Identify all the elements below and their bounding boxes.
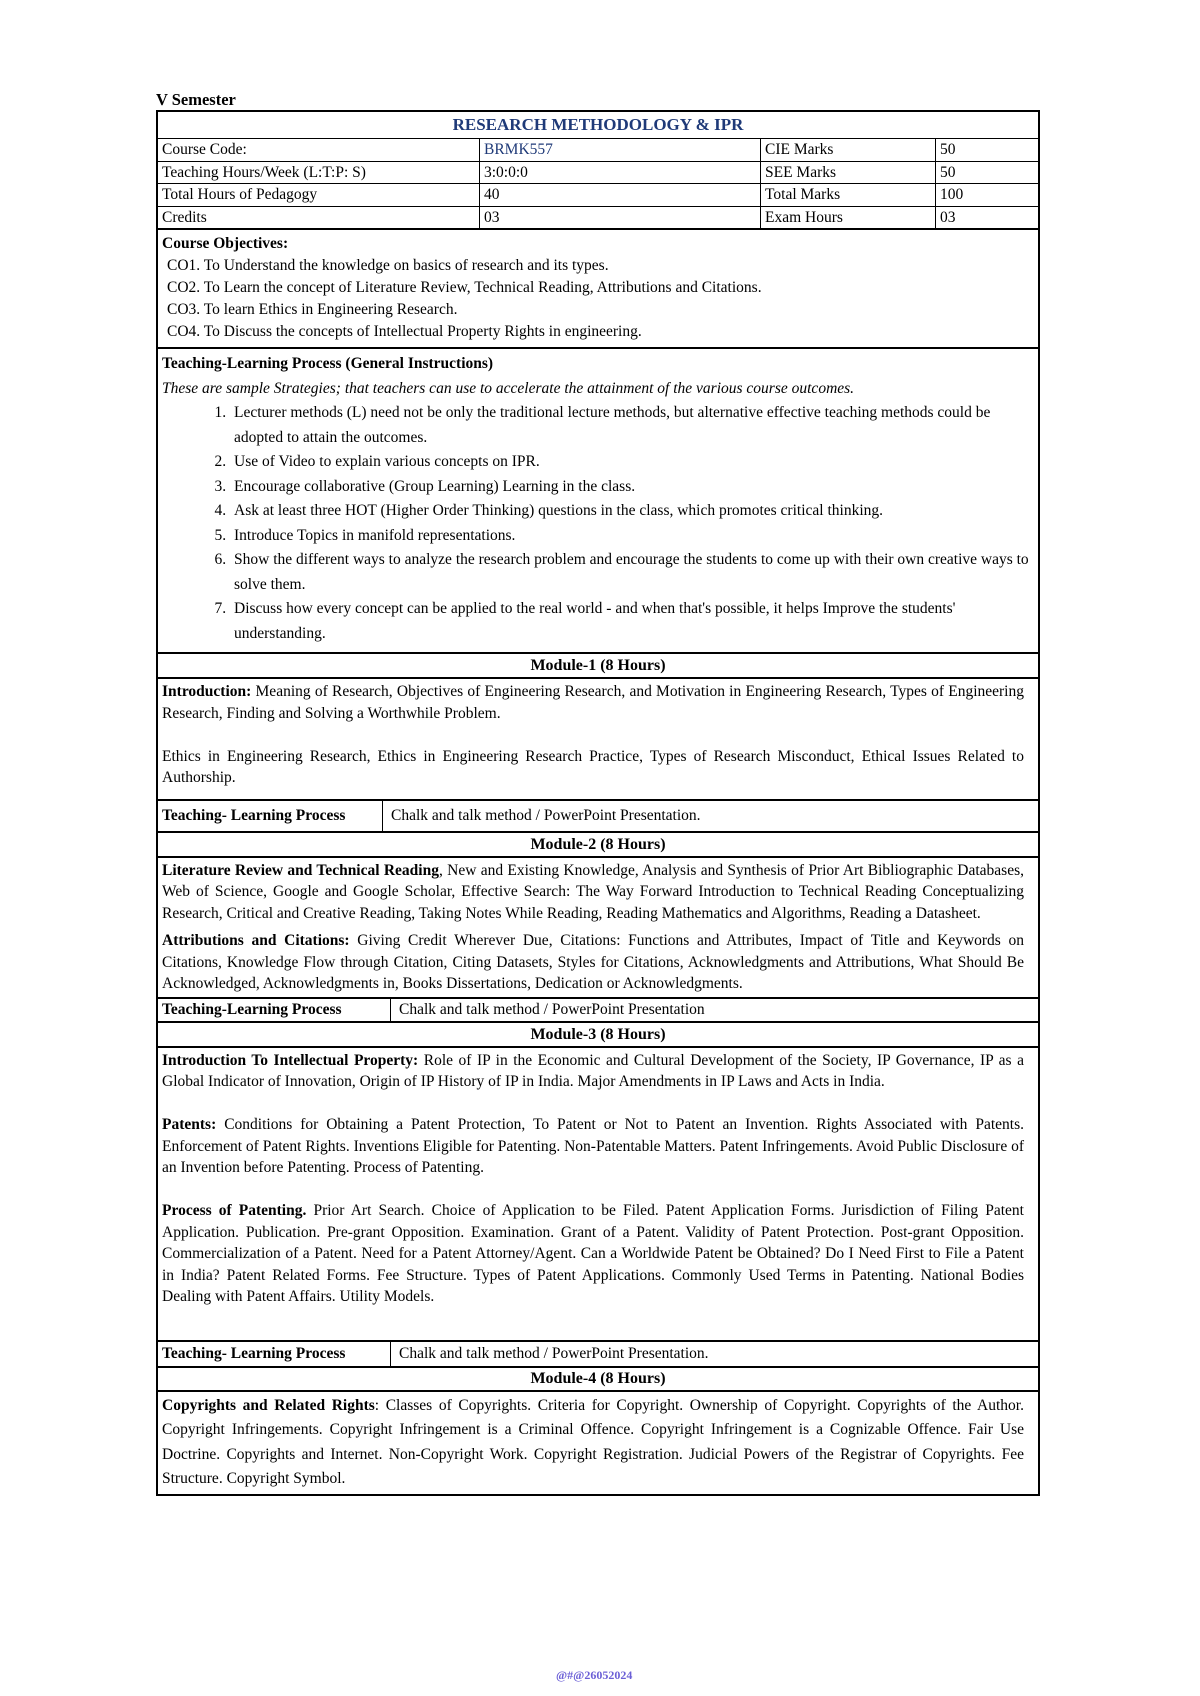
module-2-text-2: Giving Credit Wherever Due, Citations: Functions and Attributes, Impact of Title and Keywords on Citations, Knowledge Flow through Citation, Citing Datasets, Styles for Citations, Acknowledgments and Attributions, What Should Be Acknowledged, Acknowledgments in, Books Dissertations, Dedication or Acknowledgments. — [162, 932, 1025, 992]
module-2-content — [158, 856, 1038, 997]
module-2-topic: Literature Review and Technical Reading — [162, 861, 439, 879]
module-3-para — [162, 1050, 1024, 1093]
tl-label: Teaching- Learning Process — [158, 801, 383, 831]
info-row-total-hours — [158, 183, 1038, 206]
info-value: 3:0:0:0 — [479, 162, 760, 184]
module-2-tl-row — [158, 997, 1038, 1021]
info-row-teaching-hours — [158, 161, 1038, 184]
tlp-intro: These are sample Strategies; that teachers can use to accelerate the attainment of the various course outcomes. — [162, 379, 855, 397]
info-label: Total Marks — [760, 184, 935, 206]
module-3-content — [158, 1046, 1038, 1340]
info-row-credits — [158, 206, 1038, 229]
info-value: 03 — [935, 207, 1038, 229]
module-1-tl-row — [158, 799, 1038, 831]
tl-value: Chalk and talk method / PowerPoint Presentation — [399, 1000, 705, 1018]
info-row-course-code — [158, 138, 1038, 161]
info-label: Course Code: — [162, 141, 247, 158]
module-4-para — [162, 1394, 1024, 1492]
tlp-item: 7. Discuss how every concept can be applied to the real world - and when that's possible, it helps Improve the students' understanding. — [230, 597, 1034, 646]
course-title: RESEARCH METHODOLOGY & IPR — [452, 115, 744, 134]
info-value: 50 — [935, 139, 1038, 161]
tlp-item: 5. Introduce Topics in manifold representations. — [230, 524, 1034, 549]
info-value: 40 — [479, 184, 760, 206]
tlp-list — [162, 401, 1034, 646]
objective-item: CO1. To Understand the knowledge on basics of research and its types. — [167, 257, 609, 274]
module-4-content — [158, 1390, 1038, 1494]
module-1-para — [162, 681, 1024, 724]
module-2-para — [162, 860, 1024, 925]
module-2-para-2 — [162, 930, 1024, 995]
tl-label: Teaching-Learning Process — [158, 999, 391, 1021]
module-3-para-2 — [162, 1114, 1024, 1179]
module-1-topic: Introduction: — [162, 683, 252, 700]
module-3-text-3: Prior Art Search. Choice of Application to be Filed. Patent Application Forms. Jurisdiction of Filing Patent Application. Publication. Pre-grant Opposition. Examination. Grant of a Patent. Validity of Patent Protection. Post-grant Opposition. Commercialization of a Patent. Need for a Patent Attorney/Agent. Can a Worldwide Patent be Obtained? Do I Need First to File a Patent in India? Patent Related Forms. Fee Structure. Types of Patent Applications. Commonly Used Terms in Patenting. National Bodies Dealing with Patent Affairs. Utility Models. — [162, 1202, 1024, 1305]
teaching-learning-section — [158, 347, 1038, 652]
module-1-content — [158, 677, 1038, 799]
info-label: Teaching Hours/Week (L:T:P: S) — [162, 163, 366, 181]
course-info-section — [158, 112, 1038, 228]
module-2-heading: Module-2 (8 Hours) — [158, 831, 1038, 856]
course-objectives-section — [158, 228, 1038, 347]
info-label: Total Hours of Pedagogy — [162, 186, 318, 203]
module-2-text: , New and Existing Knowledge, Analysis and Synthesis of Prior Art Bibliographic Databases, Web of Science, Google and Google Scholar, Effective Search: The Way Forward Introduction to Technical Reading Conceptualizing Research, Critical and Creative Reading, Taking Notes While Reading, Reading Mathematics and Algorithms, Reading a Datasheet. — [162, 861, 1024, 922]
module-3-text: Role of IP in the Economic and Cultural Development of the Society, IP Governance, IP as a Global Indicator of Innovation, Origin of IP History of IP in India. Major Amendments in IP Laws and Acts in India. — [162, 1051, 1024, 1090]
objective-item: CO3. To learn Ethics in Engineering Research. — [167, 301, 458, 318]
objective-item: CO4. To Discuss the concepts of Intellectual Property Rights in engineering. — [167, 323, 642, 340]
module-3-para-3 — [162, 1200, 1024, 1308]
tlp-item: 4. Ask at least three HOT (Higher Order Thinking) questions in the class, which promotes critical thinking. — [230, 499, 1034, 524]
module-3-topic: Introduction To Intellectual Property: — [162, 1051, 419, 1069]
tlp-item: 1. Lecturer methods (L) need not be only the traditional lecture methods, but alternative effective teaching methods could be adopted to attain the outcomes. — [230, 401, 1034, 450]
module-4-topic: Copyrights and Related Rights — [162, 1396, 375, 1414]
tl-value: Chalk and talk method / PowerPoint Presentation. — [399, 1344, 709, 1362]
info-label: CIE Marks — [760, 139, 935, 161]
module-3-topic-2: Patents: — [162, 1116, 217, 1133]
info-value: 03 — [479, 207, 760, 229]
tlp-item: 6. Show the different ways to analyze the research problem and encourage the students to come up with their own creative ways to solve them. — [230, 548, 1034, 597]
semester-label: V Semester — [156, 90, 236, 109]
module-3-topic-3: Process of Patenting. — [162, 1202, 307, 1219]
course-code-value: BRMK557 — [479, 139, 760, 161]
tl-value: Chalk and talk method / PowerPoint Presentation. — [391, 806, 701, 824]
watermark: @#@26052024 — [556, 1668, 633, 1682]
info-value: 50 — [935, 162, 1038, 184]
module-2-topic-2: Attributions and Citations: — [162, 932, 350, 949]
tlp-heading: Teaching-Learning Process (General Instructions) — [162, 355, 494, 372]
module-3-text-2: Conditions for Obtaining a Patent Protection, To Patent or Not to Patent an Invention. Rights Associated with Patents. Enforcement of Patent Rights. Inventions Eligible for Patenting. Non-Patentable Matters. Patent Infringements. Avoid Public Disclosure of an Invention before Patenting. Process of Patenting. — [162, 1116, 1024, 1176]
syllabus-table — [156, 110, 1040, 1496]
syllabus-page — [156, 90, 1040, 1496]
module-3-heading: Module-3 (8 Hours) — [158, 1021, 1038, 1046]
info-label: Exam Hours — [760, 207, 935, 229]
module-1-text: Meaning of Research, Objectives of Engineering Research, and Motivation in Engineering Research, Types of Engineering Research, Finding and Solving a Worthwhile Problem. — [162, 683, 1024, 722]
objectives-heading: Course Objectives: — [162, 235, 289, 252]
info-value: 100 — [935, 184, 1038, 206]
module-4-text: : Classes of Copyrights. Criteria for Copyright. Ownership of Copyright. Copyrights of the Author. Copyright Infringements. Copyright Infringement is a Criminal Offence. Copyright Infringement is a Cognizable Offence. Fair Use Doctrine. Copyrights and Internet. Non-Copyright Work. Copyright Registration. Judicial Powers of the Registrar of Copyrights. Fee Structure. Copyright Symbol. — [162, 1396, 1024, 1487]
module-4-heading: Module-4 (8 Hours) — [158, 1366, 1038, 1390]
info-label: Credits — [162, 208, 207, 226]
module-1-heading: Module-1 (8 Hours) — [158, 652, 1038, 677]
module-1-para-2: Ethics in Engineering Research, Ethics in Engineering Research Practice, Types of Research Misconduct, Ethical Issues Related to Authorship. — [162, 747, 1024, 786]
tl-label: Teaching- Learning Process — [158, 1342, 391, 1366]
module-3-tl-row — [158, 1340, 1038, 1366]
objective-item: CO2. To Learn the concept of Literature Review, Technical Reading, Attributions and Citations. — [167, 279, 762, 296]
tlp-item: 2. Use of Video to explain various concepts on IPR. — [230, 450, 1034, 475]
tlp-item: 3. Encourage collaborative (Group Learning) Learning in the class. — [230, 475, 1034, 500]
info-label: SEE Marks — [760, 162, 935, 184]
